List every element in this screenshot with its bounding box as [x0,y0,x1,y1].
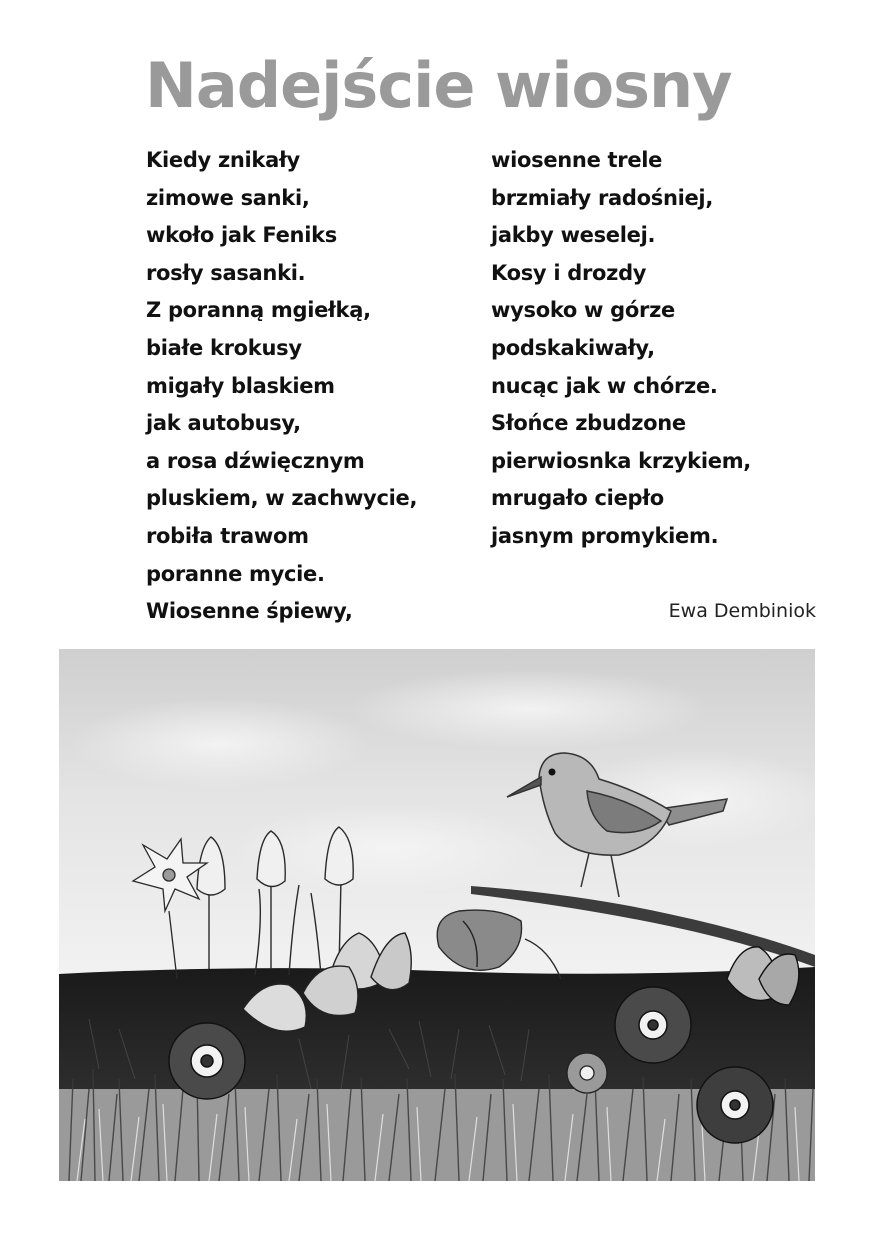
cloud [69,699,369,789]
pasque-flower [169,1023,245,1099]
poem-line: wkoło jak Feniks [146,223,337,248]
poem-line: pierwiosnka krzykiem, [491,448,751,473]
small-flower [567,1053,607,1093]
poem-line: Słońce zbudzone [491,411,686,436]
pasque-flower [697,1067,773,1143]
poem-line: jak autobusy, [146,411,301,436]
poem-line: brzmiały radośniej, [491,185,714,210]
poem-line: Kosy i drozdy [491,260,647,285]
poem-line: a rosa dźwięcznym [146,448,365,473]
poem-line: wysoko w górze [491,298,675,323]
poem-line: migały blaskiem [146,373,335,398]
poem-line: podskakiwały, [491,335,655,360]
poem-line: Z poranną mgiełką, [146,298,371,323]
bird-eye [549,769,556,776]
spring-illustration [59,649,815,1181]
poem-line: Kiedy znikały [146,148,300,172]
poem-line: wiosenne trele [491,148,663,172]
poem-line: mrugało ciepło [491,486,664,511]
poem-title: Nadejście wiosny [145,49,732,122]
poem-author: Ewa Dembiniok [668,600,816,622]
poem-line: nucąc jak w chórze. [491,373,718,398]
poem-column-left [146,142,417,631]
poem-line: pluskiem, w zachwycie, [146,486,418,511]
poem-line: jakby weselej. [491,223,656,248]
poem-line: poranne mycie. [146,561,325,586]
poem-line: zimowe sanki, [146,185,310,210]
pasque-flower [615,987,691,1063]
poem-line: rosły sasanki. [146,260,306,285]
illustration-drawing [59,649,815,1181]
poem-line: białe krokusy [146,335,302,360]
poem-line: jasnym promykiem. [491,523,719,548]
poem-line: Wiosenne śpiewy, [146,599,353,624]
poem-line: robiła trawom [146,523,309,548]
poem-column-right [491,142,751,556]
cloud [349,669,709,749]
